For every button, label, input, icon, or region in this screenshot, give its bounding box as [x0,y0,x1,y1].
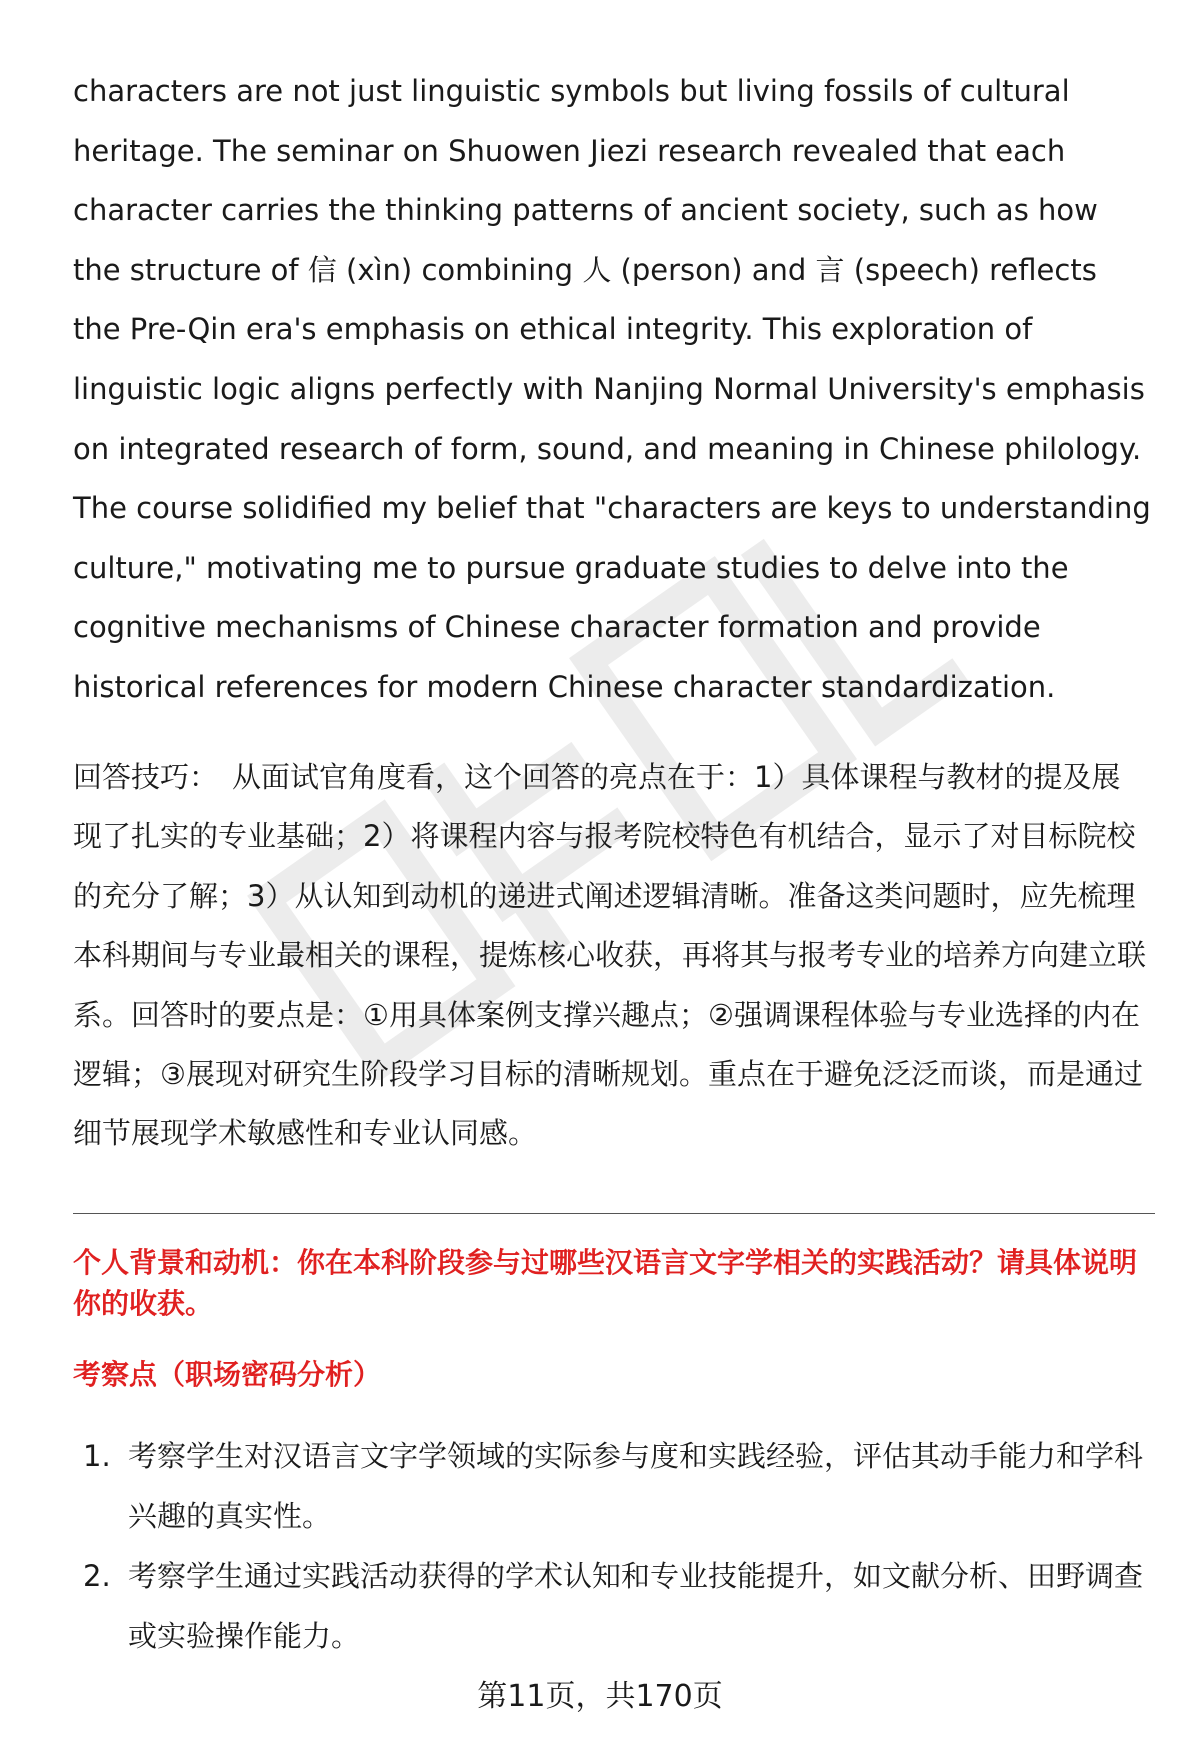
answer-tips-paragraph [73,748,1148,1164]
assessment-points-list [73,1426,1155,1666]
list-item-number: 1. [83,1439,111,1473]
list-item [73,1546,1155,1666]
tips-text: 从面试官角度看，这个回答的亮点在于：1）具体课程与教材的提及展现了扎实的专业基础；2）将课程内容与报考院校特色有机结合，显示了对目标院校的充分了解；3）从认知到动机的递进式阐述逻辑清晰。准备这类问题时，应先梳理本科期间与专业最相关的课程，提炼核心收获，再将其与报考专业的培养方向建立联系。回答时的要点是：①用具体案例支撑兴趣点；②强调课程体验与专业选择的内在逻辑；③展现对研究生阶段学习目标的清晰规划。重点在于避免泛泛而谈，而是通过细节展现学术敏感性和专业认同感。 [73,760,1147,1151]
list-item-text: 考察学生对汉语言文字学领域的实际参与度和实践经验，评估其动手能力和学科兴趣的真实性。 [128,1439,1144,1533]
list-item [73,1426,1155,1546]
question-heading: 个人背景和动机：你在本科阶段参与过哪些汉语言文字学相关的实践活动？请具体说明你的收获。 [73,1246,1138,1320]
list-item-number: 2. [83,1559,111,1593]
english-paragraph: characters are not just linguistic symbols but living fossils of cultural heritage. The seminar on Shuowen Jiezi research revealed that each character carries the thinking patterns of ancient society, such as how the structure of 信 (xìn) combining 人 (person) and 言 (speech) reflects the Pre-Qin era's emphasis on ethical integrity. This exploration of linguistic logic aligns perfectly with Nanjing Normal University's emphasis on integrated research of form, sound, and meaning in Chinese philology. The course solidified my belief that "characters are keys to understanding culture," motivating me to pursue graduate studies to delve into the cognitive mechanisms of Chinese character formation and provide historical references for modern Chinese character standardization. [73,74,1151,704]
page-number-footer: 第11页，共170页 [477,1679,723,1714]
tips-label: 回答技巧： [73,760,219,794]
assessment-title: 考察点（职场密码分析） [73,1358,382,1391]
list-item-text: 考察学生通过实践活动获得的学术认知和专业技能提升，如文献分析、田野调查或实验操作能力。 [128,1559,1144,1653]
section-divider [73,1213,1155,1214]
